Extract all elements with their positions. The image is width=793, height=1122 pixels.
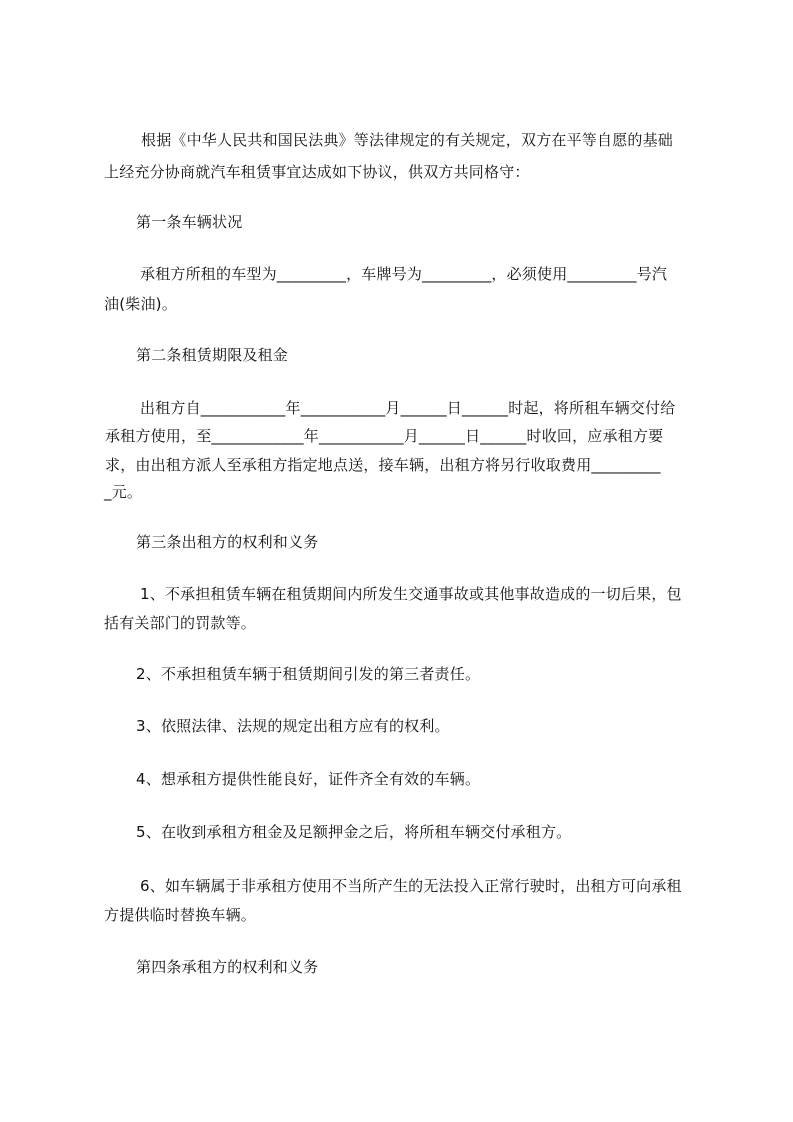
article1-title: 第一条车辆状况 xyxy=(136,213,243,231)
article3-item4: 4、想承租方提供性能良好，证件齐全有效的车辆。 xyxy=(136,770,481,788)
article1-line-1: 承租方所租的车型为_________，车牌号为_________，必须使用_________号汽 xyxy=(140,265,668,283)
article3-item1-line-1: 1、不承担租赁车辆在租赁期间内所发生交通事故或其他事故造成的一切后果，包 xyxy=(140,585,682,603)
article3-item3: 3、依照法律、法规的规定出租方应有的权利。 xyxy=(136,717,450,735)
article2-line-3: 求，由出租方派人至承租方指定地点送，接车辆，出租方将另行收取费用_________ xyxy=(105,456,661,474)
article2-title: 第二条租赁期限及租金 xyxy=(136,346,289,364)
article2-line-1: 出租方自___________年___________月______日______时起，将所租车辆交付给 xyxy=(140,399,676,417)
article3-title: 第三条出租方的权利和义务 xyxy=(136,533,319,551)
article3-item6-line-2: 方提供临时替换车辆。 xyxy=(104,906,257,924)
intro-line-2: 上经充分协商就汽车租赁事宜达成如下协议，供双方共同格守： xyxy=(104,163,530,181)
article2-line-2: 承租方使用，至____________年___________月______日______时收回，应承租方要 xyxy=(105,427,664,445)
article3-item5: 5、在收到承租方租金及足额押金之后，将所租车辆交付承租方。 xyxy=(136,823,572,841)
article4-title: 第四条承租方的权利和义务 xyxy=(136,958,319,976)
article3-item2: 2、不承担租赁车辆于租赁期间引发的第三者责任。 xyxy=(136,665,481,683)
article2-line-4: _元。 xyxy=(104,483,143,501)
intro-line-1: 根据《中华人民共和国民法典》等法律规定的有关规定，双方在平等自愿的基础 xyxy=(141,131,674,149)
article3-item6-line-1: 6、如车辆属于非承租方使用不当所产生的无法投入正常行驶时，出租方可向承租 xyxy=(140,877,682,895)
article3-item1-line-2: 括有关部门的罚款等。 xyxy=(104,614,257,632)
article1-line-2: 油(柴油)。 xyxy=(104,295,177,313)
